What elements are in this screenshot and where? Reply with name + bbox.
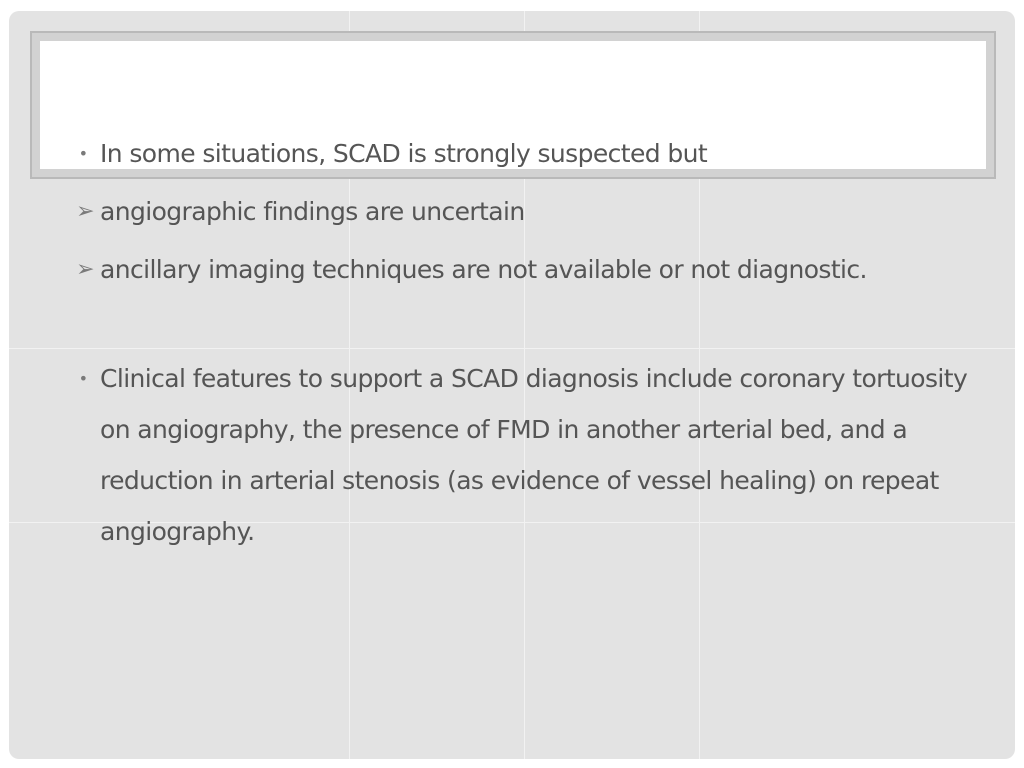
bullet-text: ancillary imaging techniques are not available or not diagnostic. — [100, 255, 867, 284]
bullet-text: In some situations, SCAD is strongly suspected but — [100, 139, 708, 168]
bullet-dot-icon: • — [78, 144, 88, 163]
sub-bullet-item — [76, 186, 980, 237]
bullet-item — [78, 353, 980, 557]
bullet-dot-icon: • — [78, 369, 88, 388]
arrow-bullet-icon: ➢ — [76, 257, 94, 282]
bullet-text: Clinical features to support a SCAD diagnosis include coronary tortuosity on angiography, the presence of FMD in another arterial bed, and a reduction in arterial stenosis (as evidence of vessel healing) on repeat angiography. — [100, 364, 968, 546]
slide — [9, 11, 1015, 759]
arrow-bullet-icon: ➢ — [76, 199, 94, 224]
bullet-item — [78, 128, 980, 179]
bullet-text: angiographic findings are uncertain — [100, 197, 525, 226]
sub-bullet-item — [76, 244, 980, 295]
slide-body — [9, 11, 1015, 759]
